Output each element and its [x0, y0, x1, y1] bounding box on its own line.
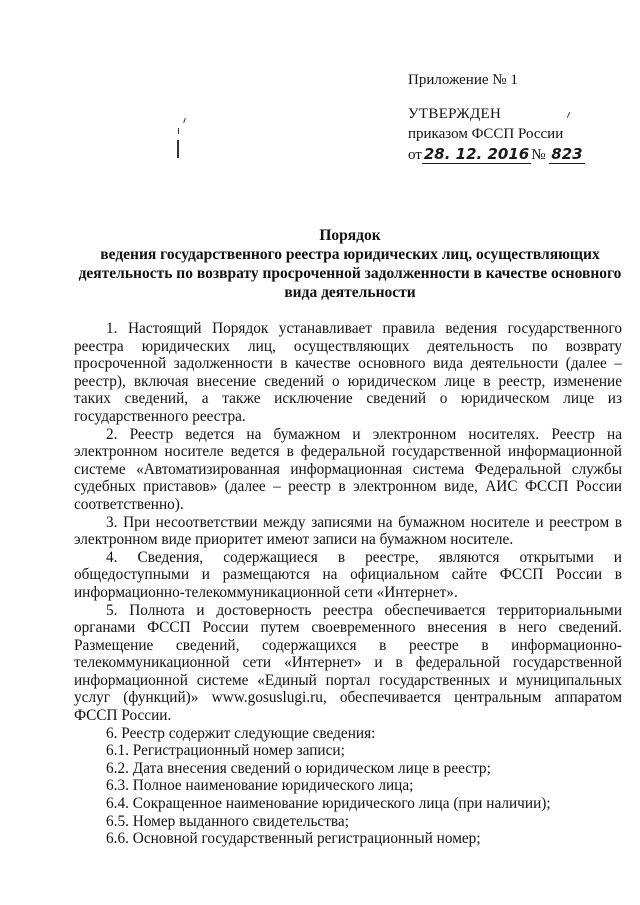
document-title — [60, 226, 640, 302]
title-line: ведения государственного реестра юридических лиц, осуществляющих — [100, 246, 600, 263]
date-prefix: от — [408, 147, 422, 163]
paragraph: 2. Реестр ведется на бумажном и электронном носителях. Реестр на электронном носителе ведется в федеральной государственной информационной системе «Автоматизированная информационная система Федеральной службы судебных приставов» (далее – реестр в электронном виде, АИС ФССП России соответственно). — [74, 425, 622, 513]
list-item: 6.2. Дата внесения сведений о юридическом лице в реестр; — [106, 759, 491, 777]
paragraph: 1. Настоящий Порядок устанавливает правила ведения государственного реестра юридических лиц, осуществляющих деятельность по возврату просроченной задолженности в качестве основного вида деятельности (далее – реестр), включая внесение сведений о юридическом лице в реестр, изменение таких сведений, а также исключение сведений о юридическом лице из государственного реестра. — [74, 320, 622, 425]
handwritten-number: 823 — [551, 145, 583, 163]
order-date-line — [408, 145, 585, 164]
title-line: Порядок — [319, 227, 381, 244]
title-line: вида деятельности — [284, 284, 416, 301]
handwritten-date: 28. 12. 2016 — [423, 145, 530, 163]
document-body — [74, 320, 622, 848]
list-item: 6.3. Полное наименование юридического лица; — [106, 777, 414, 795]
approved-stamp-text: УТВЕРЖДЕН — [408, 106, 502, 122]
list-item: 6.4. Сокращенное наименование юридического лица (при наличии); — [106, 795, 551, 813]
scan-mark — [178, 128, 179, 134]
paragraph: 3. При несоответствии между записями на бумажном носителе и реестром в электронном виде приоритет имеют записи на бумажном носителе. — [74, 513, 622, 549]
title-line: деятельность по возврату просроченной задолженности в качестве основного — [78, 265, 622, 282]
paragraph: 5. Полнота и достоверность реестра обеспечивается территориальными органами ФССП России путем своевременного внесения в него сведений. Размещение сведений, содержащихся в реестре в информационно-телекоммуникационной сети «Интернет» и в федеральной государственной информационной системе «Единый портал государственных и муниципальных услуг (функций)» www.gosuslugi.ru, обеспечивается центральным аппаратом ФССП России. — [74, 601, 622, 725]
number-prefix: № — [531, 147, 546, 163]
list-item: 6.1. Регистрационный номер записи; — [106, 742, 345, 760]
list-item: 6.5. Номер выданного свидетельства; — [106, 812, 349, 830]
list-item: 6.6. Основной государственный регистрационный номер; — [106, 830, 481, 848]
appendix-label: Приложение № 1 — [408, 72, 518, 88]
scan-mark — [567, 112, 570, 118]
order-reference: приказом ФССП России — [408, 126, 564, 142]
list-item: 6. Реестр содержит следующие сведения: — [106, 724, 376, 742]
paragraph: 4. Сведения, содержащиеся в реестре, являются открытыми и общедоступными и размещаются на официальном сайте ФССП России в информационно-телекоммуникационной сети «Интернет». — [74, 548, 622, 601]
scan-mark — [183, 118, 186, 123]
scan-mark — [177, 140, 179, 158]
